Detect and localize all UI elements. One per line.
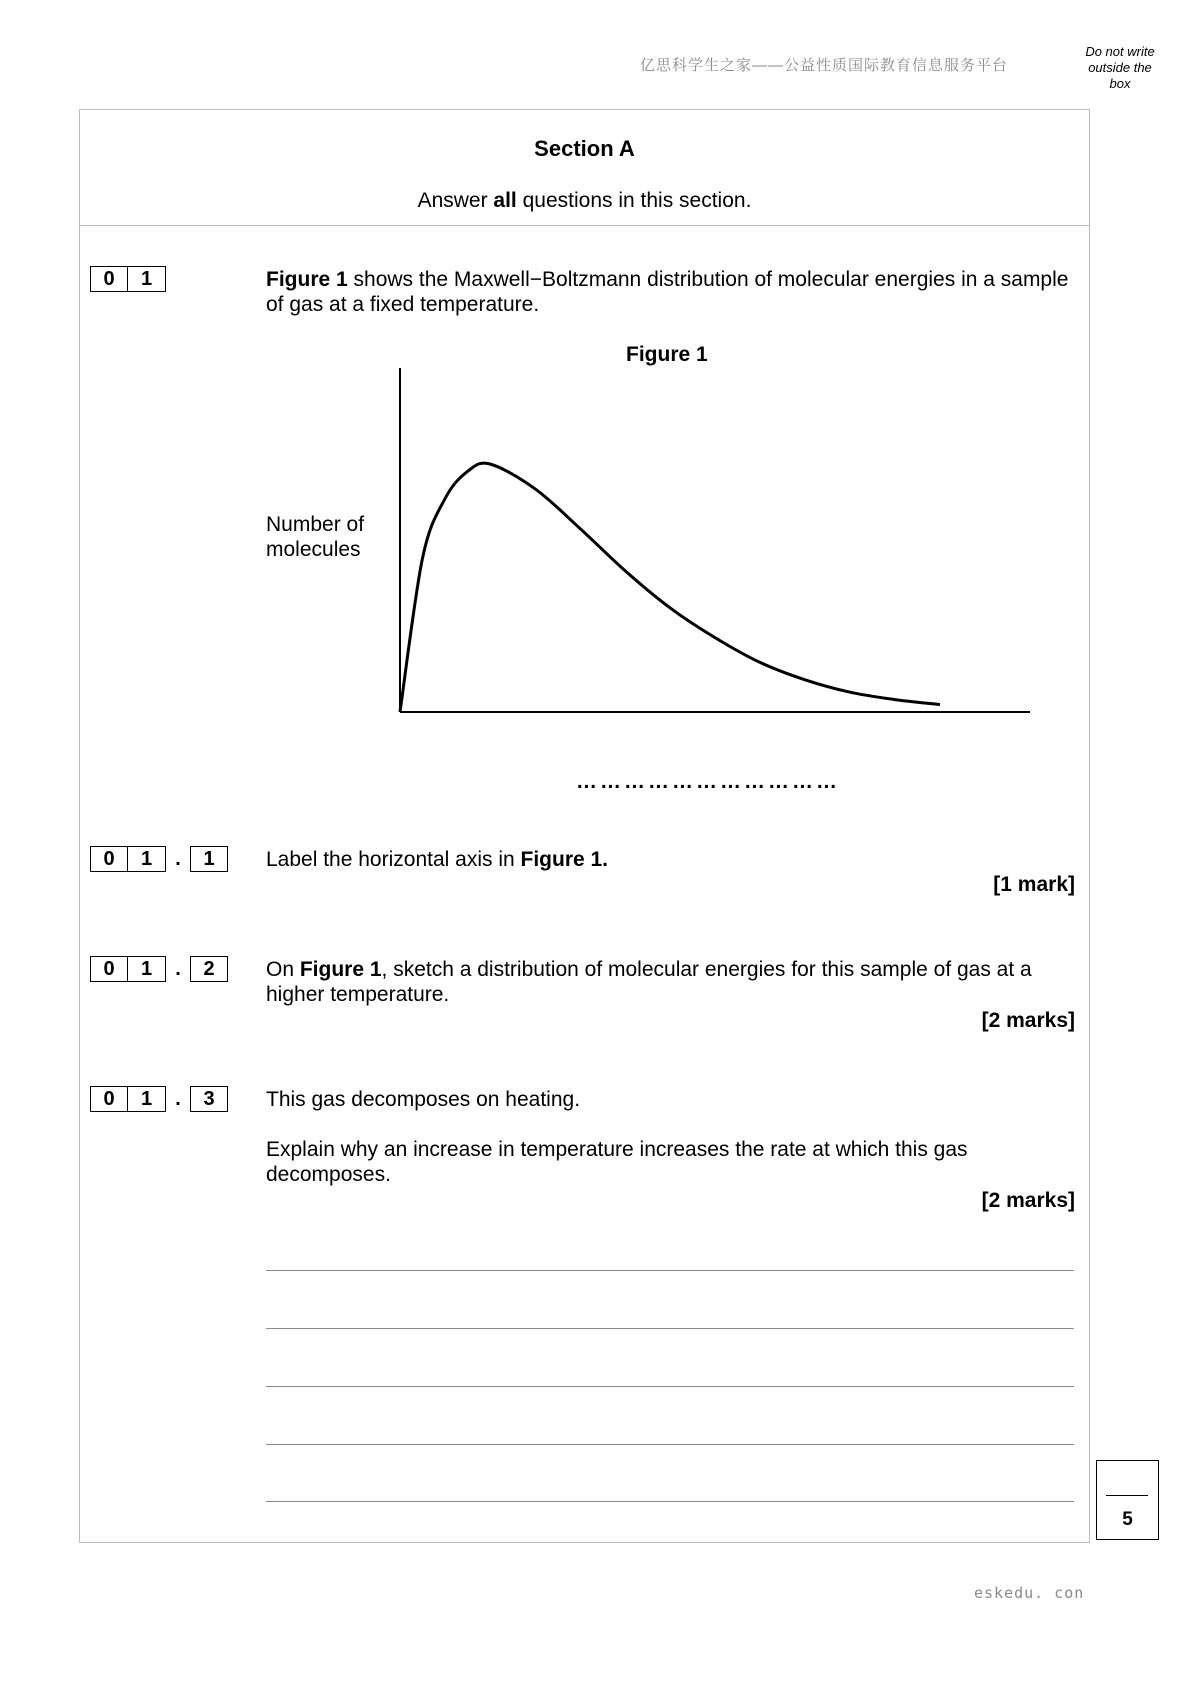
score-rule bbox=[1106, 1495, 1148, 1496]
question-digit: 1 bbox=[128, 956, 166, 982]
question-digit: 1 bbox=[128, 1086, 166, 1112]
instruction-bold: all bbox=[493, 189, 517, 212]
header-site-text: 亿思科学生之家——公益性质国际教育信息服务平台 bbox=[640, 57, 1009, 74]
question-01-2-bold: Figure 1 bbox=[299, 958, 382, 981]
question-digit: 0 bbox=[90, 846, 128, 872]
instruction-pre: Answer bbox=[417, 189, 494, 212]
question-01-2-pre: On bbox=[266, 958, 300, 981]
margin-note-line: box bbox=[1109, 76, 1131, 91]
answer-line[interactable] bbox=[266, 1386, 1074, 1387]
marks-label: [2 marks] bbox=[981, 1009, 1075, 1032]
figure-title: Figure 1 bbox=[626, 343, 708, 366]
question-01-bold: Figure 1 bbox=[266, 268, 348, 291]
question-01-rest: shows the Maxwell−Boltzmann distribution of molecular energies in a sample of gas at a fixed temperature. bbox=[266, 268, 1069, 316]
question-01-1-text bbox=[266, 847, 1076, 872]
margin-note-line: outside the bbox=[1088, 60, 1152, 75]
question-dot: . bbox=[175, 957, 181, 980]
question-digit: 0 bbox=[90, 266, 128, 292]
y-axis-label-line: Number of bbox=[266, 513, 365, 536]
question-number-01-1 bbox=[90, 846, 228, 872]
y-axis-label-line: molecules bbox=[266, 538, 361, 561]
question-digit: 1 bbox=[128, 266, 166, 292]
section-title: Section A bbox=[534, 136, 635, 161]
question-number-01-2 bbox=[90, 956, 228, 982]
question-subdigit: 3 bbox=[190, 1086, 228, 1112]
answer-line[interactable] bbox=[266, 1444, 1074, 1445]
axis-label-answer-dots: …………………………… bbox=[576, 770, 840, 793]
margin-note-line: Do not write bbox=[1085, 44, 1155, 59]
question-01-2-post: , sketch a distribution of molecular energies for this sample of gas at a higher temperature. bbox=[266, 958, 1032, 1006]
question-digit: 1 bbox=[128, 846, 166, 872]
question-subdigit: 2 bbox=[190, 956, 228, 982]
score-total: 5 bbox=[1122, 1509, 1133, 1530]
question-01-1-pre: Label the horizontal axis in bbox=[266, 848, 521, 871]
question-digit: 0 bbox=[90, 956, 128, 982]
marks-label: [1 mark] bbox=[993, 873, 1075, 896]
question-subdigit: 1 bbox=[190, 846, 228, 872]
answer-line[interactable] bbox=[266, 1270, 1074, 1271]
question-number-01-3 bbox=[90, 1086, 228, 1112]
answer-line[interactable] bbox=[266, 1501, 1074, 1502]
maxwell-boltzmann-chart bbox=[0, 0, 1191, 760]
marks-label: [2 marks] bbox=[981, 1189, 1075, 1212]
question-01-1-bold: Figure 1. bbox=[520, 848, 609, 871]
question-01-2-text bbox=[266, 957, 1076, 1007]
distribution-curve bbox=[400, 463, 940, 712]
question-digit: 0 bbox=[90, 1086, 128, 1112]
question-dot: . bbox=[175, 1087, 181, 1110]
footer-text: eskedu. con bbox=[974, 1584, 1085, 1602]
question-01-3-line2: Explain why an increase in temperature increases the rate at which this gas decomposes. bbox=[266, 1138, 968, 1186]
instruction-post: questions in this section. bbox=[516, 189, 752, 212]
question-dot: . bbox=[175, 847, 181, 870]
question-01-3-line1: This gas decomposes on heating. bbox=[266, 1088, 581, 1111]
answer-line[interactable] bbox=[266, 1328, 1074, 1329]
